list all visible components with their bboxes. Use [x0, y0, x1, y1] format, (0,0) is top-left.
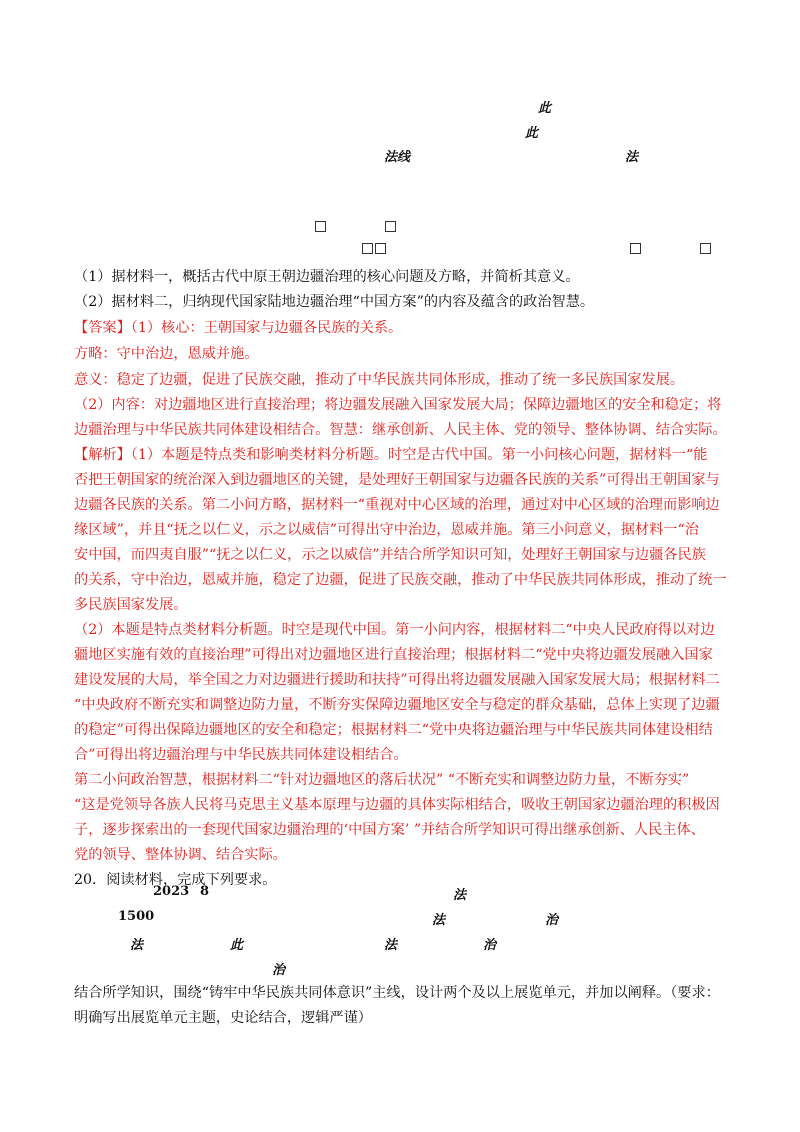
missing-glyph-box [630, 243, 641, 254]
text-fragment: 治 [545, 913, 559, 928]
analysis-line: 否把王朝国家的统治深入到边疆地区的关键，是处理好王朝国家与边疆各民族的关系”可得出王朝国家与 [74, 472, 720, 488]
answer-line: 【答案】（1）核心：王朝国家与边疆各民族的关系。 [74, 320, 403, 336]
analysis-line: （2）本题是特点类材料分析题。时空是现代中国。第一小问内容，根据材料二“中央人民政府得以对边 [74, 622, 715, 638]
missing-glyph-box [362, 243, 373, 254]
analysis-line: 边疆各民族的关系。第二小问方略，据材料一“重视对中心区域的治理，通过对中心区域的治理而影响边 [74, 497, 720, 513]
question-2: （2）据材料二，归纳现代国家陆地边疆治理“中国方案”的内容及蕴含的政治智慧。 [74, 294, 595, 310]
text-fragment: 治 [483, 938, 497, 953]
analysis-line: “中央政府不断充实和调整边防力量，不断夯实保障边疆地区安全与稳定的群众基础，总体上实现了边疆 [74, 697, 720, 713]
missing-glyph-box [315, 221, 326, 232]
text-fragment: 法 [384, 938, 398, 953]
analysis-line: 党的领导、整体协调、结合实际。 [74, 847, 287, 863]
text-fragment: 1500 [118, 909, 155, 924]
analysis-line: 第二小问政治智慧，根据材料二“针对边疆地区的落后状况” “不断充实和调整边防力量，不断夯实” [74, 772, 690, 788]
text-fragment: 8 [200, 884, 210, 899]
question-20-title: 20．阅读材料，完成下列要求。 [74, 872, 277, 888]
text-fragment: 2023 [153, 884, 190, 899]
text-fragment: 此 [538, 101, 552, 116]
analysis-line: 子，逐步探索出的一套现代国家边疆治理的‘中国方案’ ”并结合所学知识可得出继承创新、人民主体、 [74, 822, 705, 838]
text-fragment: 法 [130, 938, 144, 953]
missing-glyph-box [700, 243, 711, 254]
text-fragment: 法 [432, 913, 446, 928]
text-fragment: 法 [625, 150, 639, 165]
text-fragment: 治 [272, 963, 286, 978]
text-fragment: 此 [230, 938, 244, 953]
answer-line: （2）内容：对边疆地区进行直接治理；将边疆发展融入国家发展大局；保障边疆地区的安全和稳定；将 [74, 397, 722, 413]
analysis-line: 建设发展的大局，举全国之力对边疆进行援助和扶持”可得出将边疆发展融入国家发展大局；根据材料二 [74, 672, 720, 688]
analysis-line: 【解析】（1）本题是特点类和影响类材料分析题。时空是古代中国。第一小问核心问题，据材料一“能 [74, 447, 708, 463]
text-fragment: 此 [525, 126, 539, 141]
analysis-line: 的关系，守中治边，恩威并施，稳定了边疆，促进了民族交融，推动了中华民族共同体形成，推动了统一 [74, 572, 727, 588]
missing-glyph-box [375, 243, 386, 254]
answer-line: 意义：稳定了边疆，促进了民族交融，推动了中华民族共同体形成，推动了统一多民族国家发展。 [74, 372, 685, 388]
analysis-line: 安中国，而四夷自服”“抚之以仁义，示之以威信”并结合所学知识可知，处理好王朝国家与边疆各民族 [74, 547, 706, 563]
question-20-task: 明确写出展览单元主题，史论结合，逻辑严谨） [74, 1010, 372, 1026]
text-fragment: 法 [453, 888, 467, 903]
analysis-line: 合”可得出将边疆治理与中华民族共同体建设相结合。 [74, 747, 408, 763]
analysis-line: 缘区域”，并且“抚之以仁义，示之以威信”可得出守中治边，恩威并施。第三小问意义，据材料一“治 [74, 522, 699, 538]
answer-line: 边疆治理与中华民族共同体建设相结合。智慧：继承创新、人民主体、党的领导、整体协调、结合实际。 [74, 422, 727, 438]
analysis-line: “这是党领导各族人民将马克思主义基本原理与边疆的具体实际相结合，吸收王朝国家边疆治理的积极因 [74, 797, 720, 813]
analysis-line: 的稳定”可得出保障边疆地区的安全和稳定；根据材料二“党中央将边疆治理与中华民族共同体建设相结 [74, 722, 713, 738]
text-fragment: 法线 [384, 150, 411, 165]
answer-line: 方略：守中治边，恩威并施。 [74, 346, 259, 362]
analysis-line: 多民族国家发展。 [74, 597, 188, 613]
missing-glyph-box [385, 221, 396, 232]
question-1: （1）据材料一，概括古代中原王朝边疆治理的核心问题及方略，并简析其意义。 [74, 269, 580, 285]
analysis-line: 疆地区实施有效的直接治理”可得出对边疆地区进行直接治理；根据材料二“党中央将边疆发展融入国家 [74, 647, 713, 663]
question-20-task: 结合所学知识，围绕“铸牢中华民族共同体意识”主线，设计两个及以上展览单元，并加以阐释。（要求： [74, 985, 720, 1001]
